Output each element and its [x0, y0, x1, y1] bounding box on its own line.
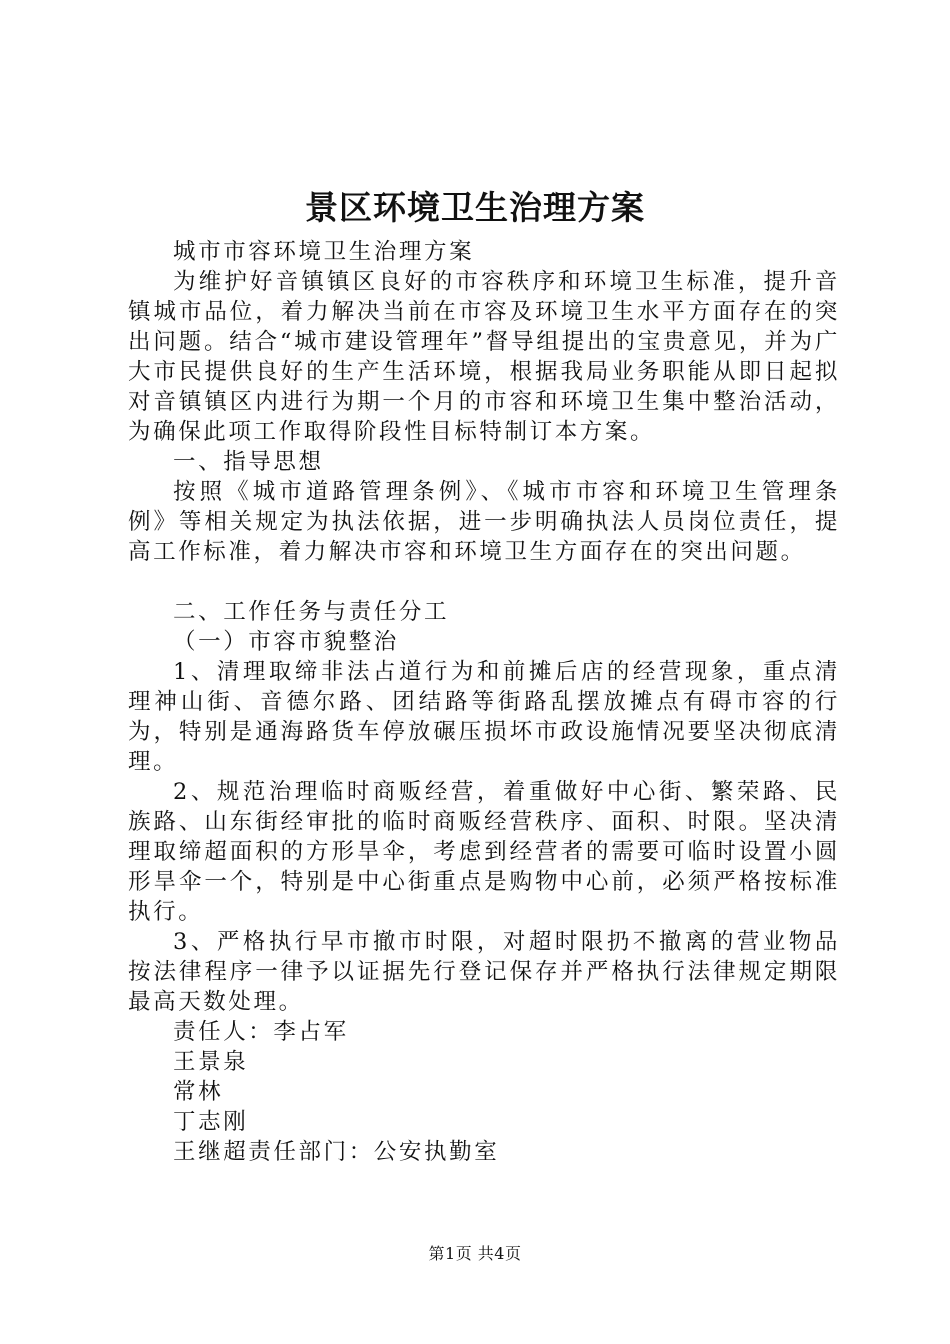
responsible-person-line: 丁志刚: [173, 1109, 249, 1135]
responsible-department-line: 王继超责任部门：公安执勤室: [173, 1139, 500, 1165]
document-subtitle: 城市市容环境卫生治理方案: [173, 239, 475, 265]
responsible-person-line: 王景泉: [173, 1049, 249, 1075]
section-heading-tasks: 二、工作任务与责任分工: [173, 599, 450, 625]
task-item-3: 3、严格执行早市撤市时限，对超时限扔不撤离的营业物品按法律程序一律予以证据先行登记保存并严格执行法律规定期限最高天数处理。: [128, 929, 840, 1015]
blank-line: [128, 567, 840, 597]
responsible-person-line: 常林: [173, 1079, 224, 1105]
document-title: 景区环境卫生治理方案: [305, 188, 645, 227]
section-heading-guiding-thought: 一、指导思想: [173, 449, 324, 475]
document-body: [128, 237, 840, 1167]
intro-paragraph: 为维护好音镇镇区良好的市容秩序和环境卫生标准，提升音镇城市品位，着力解决当前在市容及环境卫生水平方面存在的突出问题。结合“城市建设管理年”督导组提出的宝贵意见，并为广大市民提供良好的生产生活环境，根据我局业务职能从即日起拟对音镇镇区内进行为期一个月的市容和环境卫生集中整治活动，为确保此项工作取得阶段性目标特制订本方案。: [128, 269, 840, 445]
subsection-heading-city-appearance: （一）市容市貌整治: [173, 629, 399, 655]
guiding-thought-paragraph: 按照《城市道路管理条例》、《城市市容和环境卫生管理条例》等相关规定为执法依据，进一步明确执法人员岗位责任，提高工作标准，着力解决市容和环境卫生方面存在的突出问题。: [128, 479, 840, 565]
page-number-footer: 第1页 共4页: [428, 1244, 522, 1263]
responsible-person-line: 责任人：李占军: [173, 1019, 349, 1045]
task-item-1: 1、清理取缔非法占道行为和前摊后店的经营现象，重点清理神山街、音德尔路、团结路等街路乱摆放摊点有碍市容的行为，特别是通海路货车停放碾压损坏市政设施情况要坚决彻底清理。: [128, 659, 840, 775]
task-item-2: 2、规范治理临时商贩经营，着重做好中心街、繁荣路、民族路、山东街经审批的临时商贩经营秩序、面积、时限。坚决清理取缔超面积的方形旱伞，考虑到经营者的需要可临时设置小圆形旱伞一个，特别是中心街重点是购物中心前，必须严格按标准执行。: [128, 779, 840, 925]
